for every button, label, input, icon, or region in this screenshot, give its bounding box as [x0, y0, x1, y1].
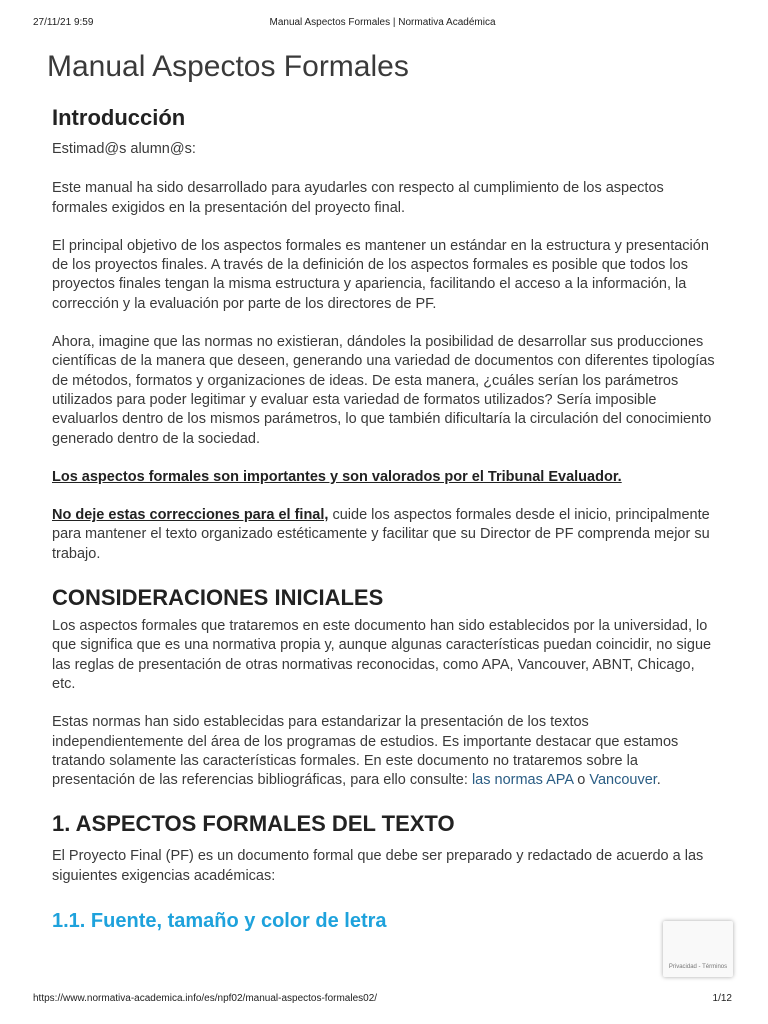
print-page-title: Manual Aspectos Formales | Normativa Académica [269, 17, 496, 28]
consideraciones-paragraph-1: Los aspectos formales que trataremos en este documento han sido establecidos por la universidad, lo que significa que es una normativa propia y, aunque algunas características puedan coincidir, no sigue las reglas de presentación de otras normativas reconocidas, como APA, Vancouver, ABNT, Chicago, etc. [52, 618, 712, 692]
emphasis-text: Los aspectos formales son importantes y son valorados por el Tribunal Evaluador. [52, 468, 622, 485]
terms-link[interactable]: Términos [702, 964, 728, 970]
intro-paragraph-1: Este manual ha sido desarrollado para ayudarles con respecto al cumplimiento de los aspectos formales exigidos en la presentación del proyecto final. [52, 180, 664, 216]
consideraciones-paragraph-2 [52, 713, 720, 790]
print-header [33, 17, 732, 28]
recaptcha-links [663, 964, 733, 970]
page-url: https://www.normativa-academica.info/es/npf02/manual-aspectos-formales02/ [33, 993, 378, 1004]
period-text: . [656, 772, 661, 789]
vancouver-link[interactable]: Vancouver [589, 772, 657, 789]
page-title: Manual Aspectos Formales [47, 50, 409, 83]
section-1-paragraph: El Proyecto Final (PF) es un documento formal que debe ser preparado y redactado de acuerdo a las siguientes exigencias académicas: [52, 848, 704, 884]
final-corrections-emphasis: No deje estas correcciones para el final, [52, 507, 329, 524]
privacy-link[interactable]: Privacidad [668, 964, 697, 970]
intro-paragraph-2: El principal objetivo de los aspectos formales es mantener un estándar en la estructura y presentación de los proyectos finales. A través de la definición de los aspectos formales es posible que todos los proyectos finales tengan la misma estructura y apariencia, facilitando el acceso a la información, la corrección y la evaluación por parte de los directores de PF. [52, 237, 709, 312]
consideraciones-heading: CONSIDERACIONES INICIALES [52, 585, 384, 611]
subsection-1-1-heading: 1.1. Fuente, tamaño y color de letra [52, 910, 387, 933]
intro-emphasis-paragraph [52, 468, 720, 487]
intro-paragraph-3: Ahora, imagine que las normas no existieran, dándoles la posibilidad de desarrollar sus producciones científicas de la manera que deseen, generando una variedad de documentos con diferentes tipologías de métodos, formatos y organizaciones de ideas. De esta manera, ¿cuáles serían los parámetros utilizados para poder legitimar y evaluar esta variedad de formatos utilizados? Sería imposible evaluarlos dentro de los mismos parámetros, lo que también dificultaría la circulación del conocimiento generado dentro de la sociedad. [52, 334, 715, 447]
intro-paragraph-5 [52, 506, 720, 564]
conjunction-text: o [573, 772, 590, 789]
consideraciones-paragraph-2-text: Estas normas han sido establecidas para estandarizar la presentación de los textos independientemente del área de los programas de estudios. Es importante destacar que estamos tratando solamente las características formales. En este documento no trataremos sobre la presentación de las referencias bibliográficas, para ello consulte: [52, 714, 679, 789]
section-1-heading: 1. ASPECTOS FORMALES DEL TEXTO [52, 811, 455, 837]
page-number: 1/12 [712, 993, 732, 1004]
intro-paragraph-5-text: cuide los aspectos formales desde el inicio, principalmente para mantener el texto organizado estéticamente y facilitar que su Director de PF comprenda mejor su trabajo. [52, 507, 710, 562]
article-content [52, 105, 720, 933]
intro-heading: Introducción [52, 105, 186, 130]
recaptcha-badge[interactable] [663, 921, 733, 977]
print-datetime: 27/11/21 9:59 [33, 17, 94, 28]
greeting-paragraph: Estimad@s alumn@s: [52, 141, 196, 157]
print-footer [33, 993, 732, 1004]
recaptcha-separator: - [696, 964, 703, 970]
apa-link[interactable]: las normas APA [471, 772, 574, 789]
